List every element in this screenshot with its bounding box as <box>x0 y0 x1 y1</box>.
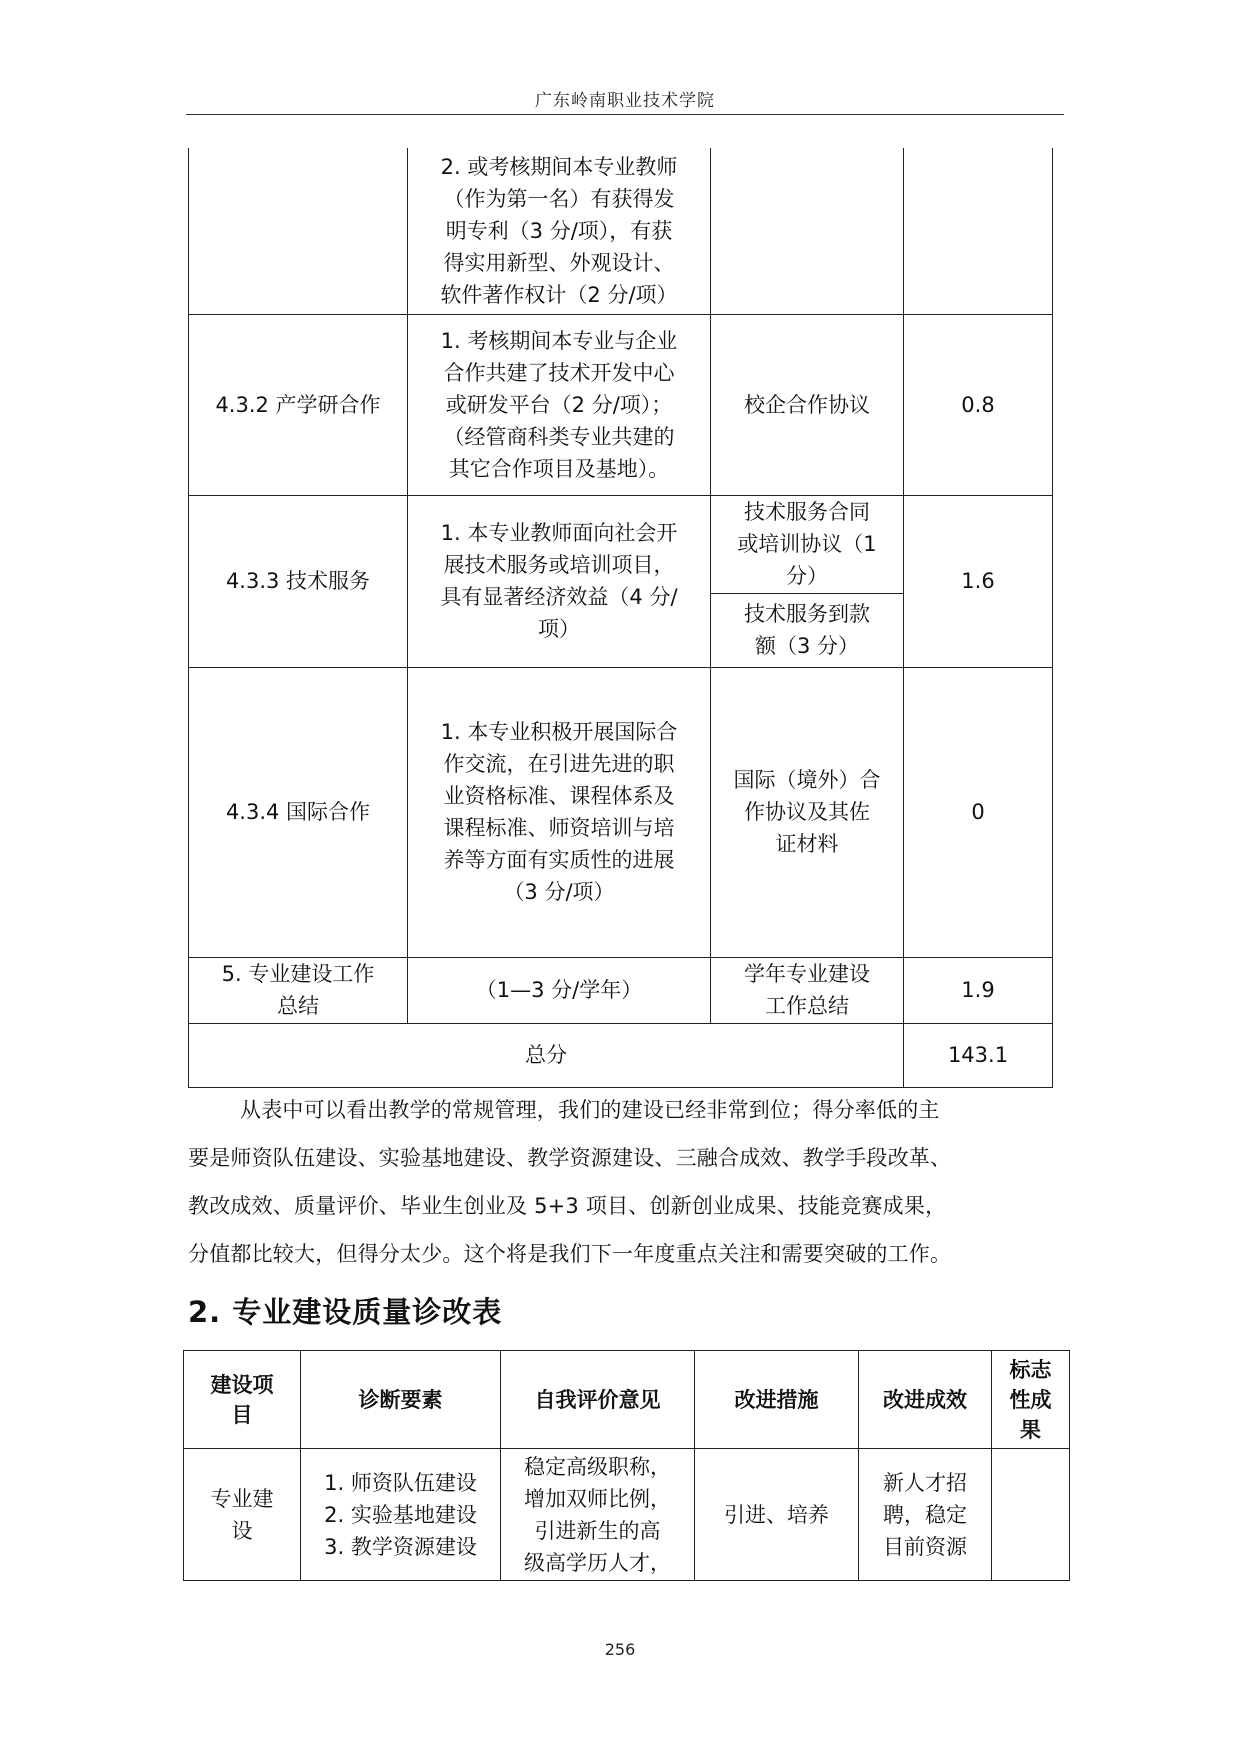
table-row <box>184 1449 1070 1581</box>
total-row <box>189 1023 1053 1087</box>
measures-cell: 引进、培养 <box>695 1449 859 1581</box>
item-cell: 4.3.2 产学研合作 <box>189 314 408 495</box>
score-cell: 0 <box>904 667 1053 957</box>
header-divider <box>186 114 1064 115</box>
marker-cell <box>992 1449 1070 1581</box>
results-cell: 新人才招 聘，稳定 目前资源 <box>859 1449 992 1581</box>
table-row <box>189 148 1053 314</box>
item-cell: 专业建 设 <box>184 1449 301 1581</box>
header-item: 建设项 目 <box>184 1351 301 1449</box>
table-row <box>189 314 1053 495</box>
section-title: 2. 专业建设质量诊改表 <box>188 1295 503 1329</box>
criteria-cell: （1—3 分/学年） <box>408 957 711 1023</box>
item-cell: 4.3.3 技术服务 <box>189 495 408 667</box>
score-cell <box>904 148 1053 314</box>
analysis-paragraph: 从表中可以看出教学的常规管理，我们的建设已经非常到位；得分率低的主 要是师资队伍建设、实验基地建设、教学资源建设、三融合成效、教学手段改革、 教改成效、质量评价、毕业生创业及 5+3 项目、创新创业成果、技能竞赛成果， 分值都比较大，但得分太少。这个将是我们下一年度重点关注和需要突破的工作。 <box>188 1098 952 1266</box>
table-header-row <box>184 1351 1070 1449</box>
diagnosis-table <box>183 1350 1070 1581</box>
item-cell: 5. 专业建设工作 总结 <box>189 957 408 1023</box>
evidence-cell: 技术服务到款 额（3 分） <box>711 593 904 667</box>
header-self-eval: 自我评价意见 <box>501 1351 695 1449</box>
table-row <box>189 667 1053 957</box>
criteria-cell: 1. 考核期间本专业与企业 合作共建了技术开发中心 或研发平台（2 分/项）； （经管商科类专业共建的 其它合作项目及基地）。 <box>408 314 711 495</box>
header-elements: 诊断要素 <box>301 1351 501 1449</box>
score-table <box>188 148 1053 1088</box>
criteria-cell: 1. 本专业教师面向社会开 展技术服务或培训项目， 具有显著经济效益（4 分/ 项） <box>408 495 711 667</box>
page-header: 广东岭南职业技术学院 <box>535 91 715 111</box>
table-row <box>189 957 1053 1023</box>
evidence-cell: 技术服务合同 或培训协议（1 分） <box>711 495 904 593</box>
score-cell: 1.9 <box>904 957 1053 1023</box>
evidence-cell: 国际（境外）合 作协议及其佐 证材料 <box>711 667 904 957</box>
table-row <box>189 495 1053 593</box>
item-cell <box>189 148 408 314</box>
evidence-cell: 校企合作协议 <box>711 314 904 495</box>
item-cell: 4.3.4 国际合作 <box>189 667 408 957</box>
evidence-cell <box>711 148 904 314</box>
score-cell: 0.8 <box>904 314 1053 495</box>
evidence-cell: 学年专业建设 工作总结 <box>711 957 904 1023</box>
page-number: 256 <box>604 1640 636 1659</box>
total-score: 143.1 <box>904 1023 1053 1087</box>
header-results: 改进成效 <box>859 1351 992 1449</box>
header-measures: 改进措施 <box>695 1351 859 1449</box>
score-cell: 1.6 <box>904 495 1053 667</box>
self-eval-cell: 稳定高级职称， 增加双师比例， 引进新生的高 级高学历人才， <box>501 1449 695 1581</box>
criteria-cell: 2. 或考核期间本专业教师 （作为第一名）有获得发 明专利（3 分/项），有获 得实用新型、外观设计、 软件著作权计（2 分/项） <box>408 148 711 314</box>
elements-cell: 1. 师资队伍建设 2. 实验基地建设 3. 教学资源建设 <box>301 1449 501 1581</box>
header-marker: 标志 性成 果 <box>992 1351 1070 1449</box>
criteria-cell: 1. 本专业积极开展国际合 作交流，在引进先进的职 业资格标准、课程体系及 课程标准、师资培训与培 养等方面有实质性的进展 （3 分/项） <box>408 667 711 957</box>
total-label: 总分 <box>189 1023 904 1087</box>
